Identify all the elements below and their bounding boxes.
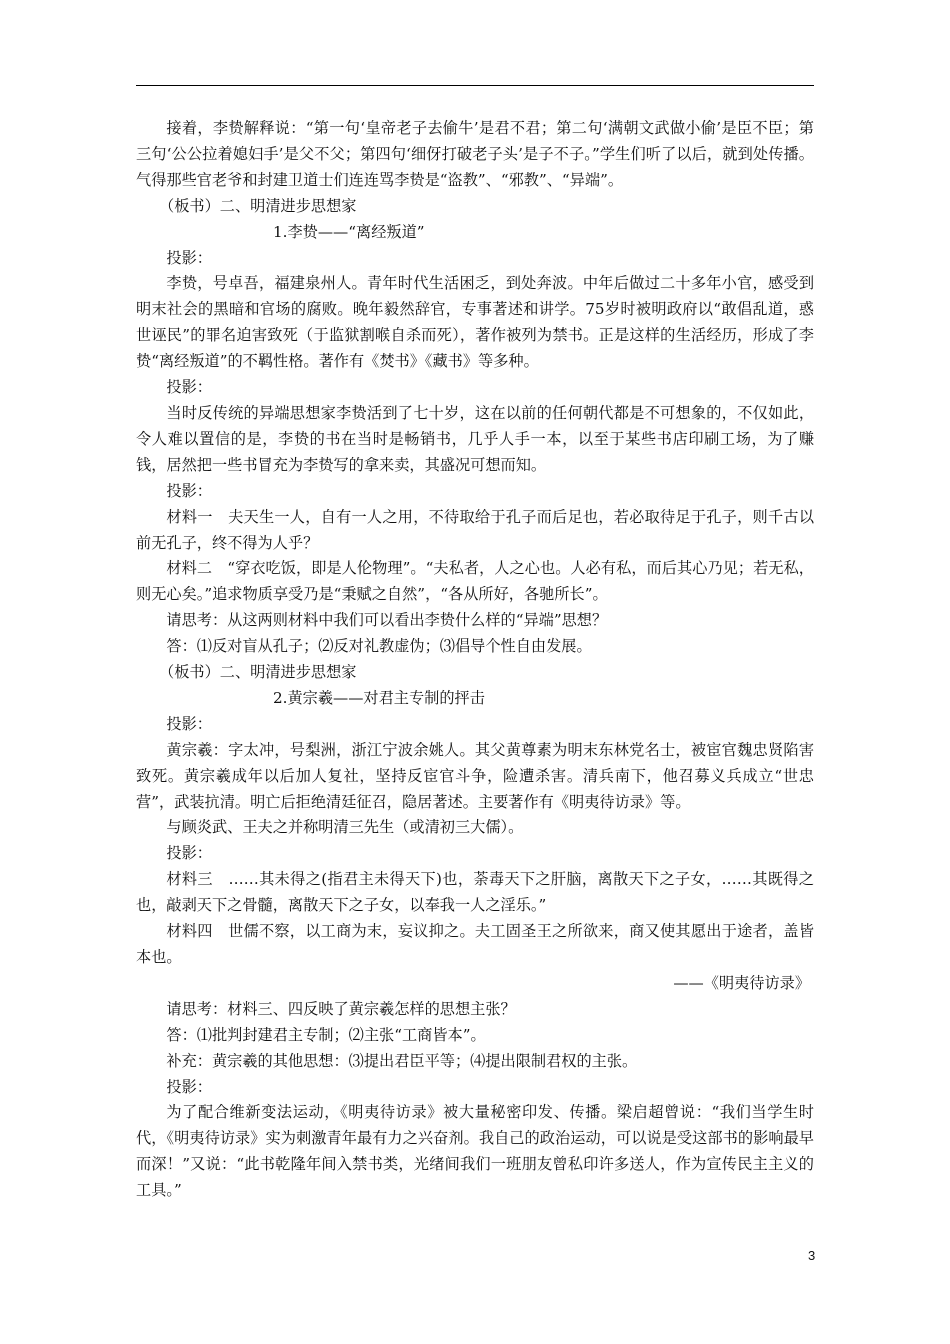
paragraph: 接着，李贽解释说：“第一句‘皇帝老子去偷牛’是君不君；第二句‘满朝文武做小偷’是臣不臣；第三句‘公公拉着媳妇手’是父不父；第四句‘细伢打破老子头’是子不子。”学生们听了以后，就到处传播。气得那些官老爷和封建卫道士们连连骂李贽是“盗教”、“邪教”、“异端”。 xyxy=(136,119,814,189)
projection-label: 投影： xyxy=(166,248,212,267)
board-heading: （板书）二、明清进步思想家 xyxy=(159,196,357,215)
paragraph: 当时反传统的异端思想家李贽活到了七十岁，这在以前的任何朝代都是不可想象的，不仅如此，令人难以置信的是，李贽的书在当时是畅销书，几乎人手一本，以至于某些书店印刷工场，为了赚钱，居然把一些书冒充为李贽写的拿来卖，其盛况可想而知。 xyxy=(136,403,814,474)
material-paragraph: 材料三 ……其未得之(指君主未得天下)也，荼毒天下之肝脑，离散天下之子女，……其既得之也，敲剥天下之骨髓，离散天下之子女，以奉我一人之淫乐。” xyxy=(136,870,814,915)
answer-paragraph: 答：⑴批判封建君主专制；⑵主张“工商皆本”。 xyxy=(166,1025,486,1044)
source-citation: ——《明夷待访录》 xyxy=(673,973,810,992)
answer-paragraph: 答：⑴反对盲从孔子；⑵反对礼教虚伪；⑶倡导个性自由发展。 xyxy=(166,637,592,656)
question-paragraph: 请思考：从这两则材料中我们可以看出李贽什么样的“异端”思想？ xyxy=(166,611,608,630)
board-subheading: 1.李贽——“离经叛道” xyxy=(273,222,425,241)
document-body xyxy=(136,116,814,1204)
question-paragraph: 请思考：材料三、四反映了黄宗羲怎样的思想主张？ xyxy=(166,999,516,1018)
board-heading: （板书）二、明清进步思想家 xyxy=(159,663,357,682)
supplement-paragraph: 补充：黄宗羲的其他思想：⑶提出君臣平等；⑷提出限制君权的主张。 xyxy=(166,1051,638,1070)
material-paragraph: 材料四 世儒不察，以工商为末，妄议抑之。夫工固圣王之所欲来，商又使其愿出于途者，盖皆本也。 xyxy=(136,922,814,966)
header-rule xyxy=(136,85,814,86)
page-number: 3 xyxy=(808,1248,816,1263)
paragraph: 为了配合维新变法运动，《明夷待访录》被大量秘密印发、传播。梁启超曾说：“我们当学生时代，《明夷待访录》实为刺激青年最有力之兴奋剂。我自己的政治运动，可以说是受这部书的影响最早而深！”又说：“此书乾隆年间入禁书类，光绪间我们一班朋友曾私印许多送人，作为宣传民主主义的工具。” xyxy=(136,1103,814,1200)
paragraph: 李贽，号卓吾，福建泉州人。青年时代生活困乏，到处奔波。中年后做过二十多年小官，感受到明末社会的黑暗和官场的腐败。晚年毅然辞官，专事著述和讲学。75岁时被明政府以“敢倡乱道，惑世诬民”的罪名迫害致死（于监狱割喉自杀而死），著作被列为禁书。正是这样的生活经历，形成了李贽“离经叛道”的不羁性格。著作有《焚书》《藏书》等多种。 xyxy=(136,274,814,371)
board-subheading: 2.黄宗羲——对君主专制的抨击 xyxy=(273,688,485,707)
material-paragraph: 材料二 “穿衣吃饭，即是人伦物理”。“夫私者，人之心也。人必有私，而后其心乃见；若无私，则无心矣。”追求物质享受乃是“秉赋之自然”，“各从所好，各驰所长”。 xyxy=(136,559,814,604)
projection-label: 投影： xyxy=(166,1077,212,1096)
projection-label: 投影： xyxy=(166,714,212,733)
paragraph: 黄宗羲：字太冲，号梨洲，浙江宁波余姚人。其父黄尊素为明末东林党名士，被宦官魏忠贤陷害致死。黄宗羲成年以后加人复社，坚持反宦官斗争，险遭杀害。清兵南下，他召募义兵成立“世忠营”，武装抗清。明亡后拒绝清廷征召，隐居著述。主要著作有《明夷待访录》等。 xyxy=(136,740,814,811)
paragraph: 与顾炎武、王夫之并称明清三先生（或清初三大儒）。 xyxy=(166,818,524,837)
projection-label: 投影： xyxy=(166,481,212,500)
projection-label: 投影： xyxy=(166,378,212,397)
material-paragraph: 材料一 夫天生一人，自有一人之用，不待取给于孔子而后足也，若必取待足于孔子，则千古以前无孔子，终不得为人乎？ xyxy=(136,507,814,552)
projection-label: 投影： xyxy=(166,844,212,863)
